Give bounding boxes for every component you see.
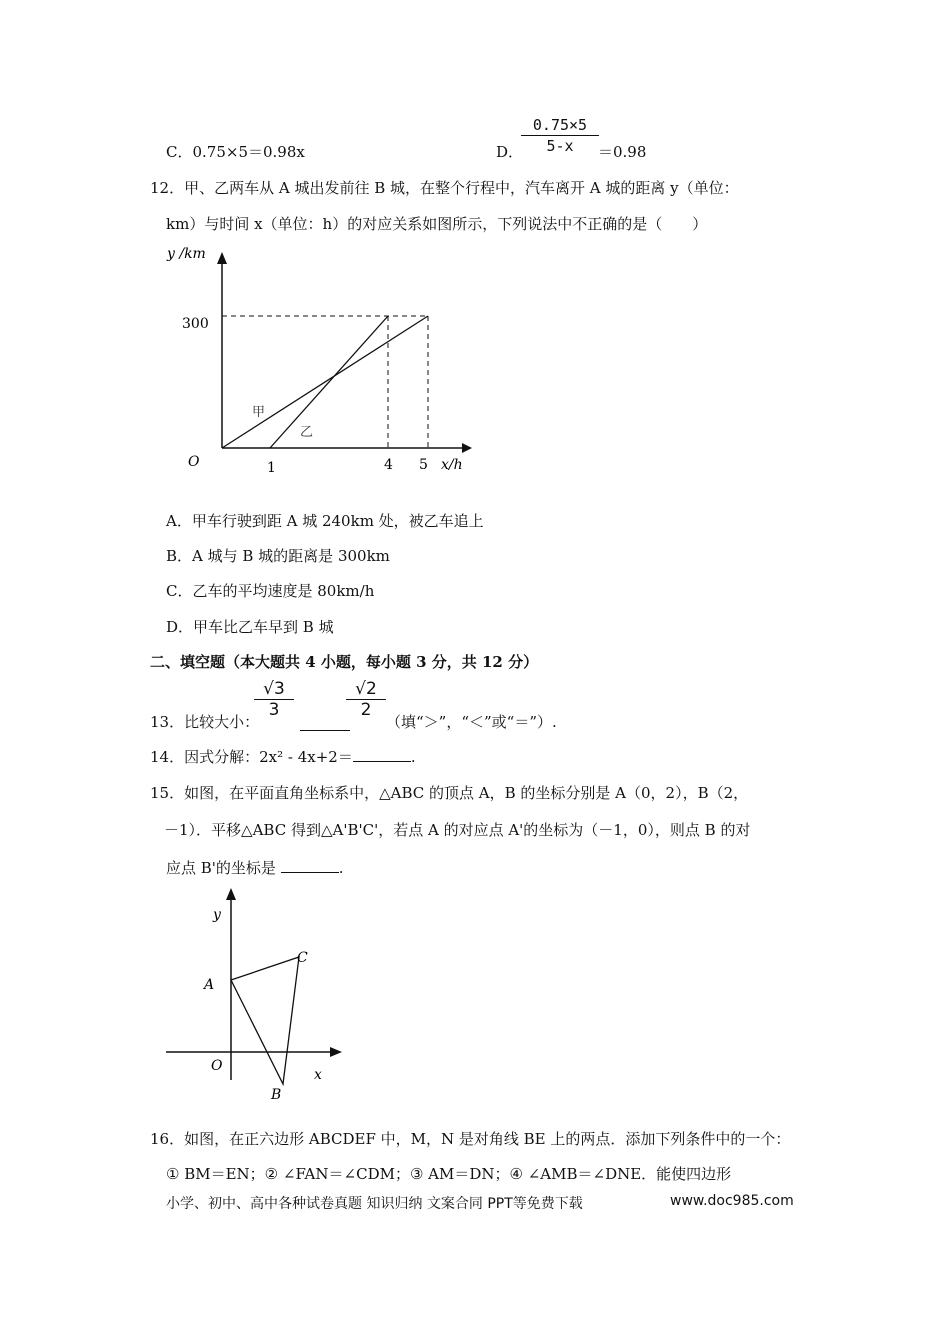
q13-suffix: （填“＞”，“＜”或“＝”）. [386,713,557,731]
origin-label: O [211,1058,223,1074]
point-c-label: C [297,950,308,966]
line-jia [222,316,428,448]
x-tick-4: 4 [384,457,393,473]
q13-fraction-1 [254,680,294,719]
q12-stem-line1: 12．甲、乙两车从 A 城出发前往 B 城，在整个行程中，汽车离开 A 城的距离 y（单位： [150,179,739,197]
q13-answer-blank[interactable] [300,716,350,731]
origin-label: O [188,454,200,470]
q11-option-d-rhs: ＝0.98 [598,143,647,161]
q14-stem [150,747,416,767]
q14-end: . [410,748,416,766]
q13-frac1-denominator: 3 [268,700,280,720]
q12-option-d: D．甲车比乙车早到 B 城 [166,618,334,636]
q15-stem-line1: 15．如图，在平面直角坐标系中，△ABC 的顶点 A，B 的坐标分别是 A（0，2），B（2， [150,784,749,802]
q11-option-d-label: D． [496,143,524,161]
triangle-abc [231,957,299,1084]
q11-option-d-denominator: 5-x [546,137,574,155]
y-axis-label: y [213,907,221,923]
q12-stem-line2: km）与时间 x（单位：h）的对应关系如图所示，下列说法中不正确的是（ ） [166,215,708,233]
q15-stem-line2: －1）．平移△ABC 得到△A'B'C'，若点 A 的对应点 A'的坐标为（－1，0），则点 B 的对 [164,821,751,839]
q13-prefix: 13．比较大小： [150,713,260,731]
line-yi [270,316,388,448]
y-axis-arrow-icon [226,888,236,900]
q11-option-c: C．0.75×5＝0.98x [166,143,305,161]
q12-option-b: B．A 城与 B 城的距离是 300km [166,547,390,565]
q15-answer-blank[interactable] [281,858,339,873]
q15-line3-text: 应点 B'的坐标是 [166,859,276,877]
point-b-label: B [271,1087,282,1103]
y-axis-label: y /km [167,246,206,262]
x-tick-1: 1 [267,460,276,476]
q13-frac2-numerator: √2 [355,679,377,699]
footer-left: 小学、初中、高中各种试卷真题 知识归纳 文案合同 PPT等免费下载 [166,1196,583,1212]
q13-frac2-denominator: 2 [360,700,372,720]
fraction-bar [521,135,599,136]
q14-text: 14．因式分解：2x² - 4x+2＝ [150,748,353,766]
footer-link[interactable]: www.doc985.com [670,1193,794,1209]
q16-stem-line1: 16．如图，在正六边形 ABCDEF 中，M，N 是对角线 BE 上的两点．添加下列条件中的一个： [150,1130,791,1148]
x-axis-arrow-icon [462,443,472,453]
q13-frac1-numerator: √3 [263,679,285,699]
q13-fraction-2 [346,680,386,719]
q16-stem-line2: ① BM＝EN；② ∠FAN＝∠CDM；③ AM＝DN；④ ∠AMB＝∠DNE．能使四边形 [166,1165,732,1183]
y-axis-arrow-icon [217,252,227,264]
x-axis-label: x [314,1067,322,1083]
q15-stem-line3 [166,858,343,878]
point-a-label: A [204,977,215,993]
q14-answer-blank[interactable] [353,747,411,762]
q12-option-c: C．乙车的平均速度是 80km/h [166,582,375,600]
q11-option-d-fraction [521,116,599,155]
label-yi: 乙 [300,425,314,440]
q12-option-a: A．甲车行驶到距 A 城 240km 处，被乙车追上 [166,512,484,530]
x-tick-5: 5 [419,457,428,473]
q12-distance-time-graph [160,240,490,480]
q11-option-d-numerator: 0.75×5 [532,116,588,134]
label-jia: 甲 [252,405,266,420]
y-tick-300: 300 [182,316,209,332]
section2-heading: 二、填空题（本大题共 4 小题，每小题 3 分，共 12 分） [150,653,539,671]
x-axis-arrow-icon [330,1047,342,1057]
x-axis-label: x/h [441,457,463,473]
q15-coordinate-figure [160,880,360,1105]
q15-line3-end: . [338,859,344,877]
